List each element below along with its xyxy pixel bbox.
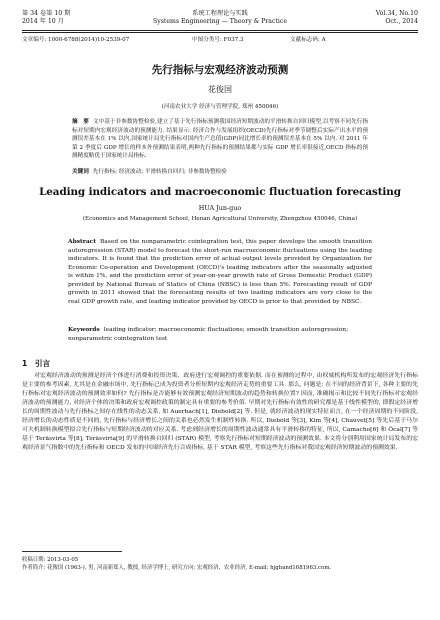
title-cn: 先行指标与宏观经济波动预测 [151,64,289,76]
section-heading: 1 引言 [22,359,51,368]
received-date: 收稿日期: 2013-03-05 [22,557,79,563]
article-meta [22,36,418,46]
running-header [22,10,418,32]
keywords-cn-label: 关键词 [72,169,89,175]
journal-name-cn: 系统工程理论与实践 [192,10,248,17]
footnote-separator [22,551,122,552]
header-right [376,10,418,26]
abstract-en [68,238,372,306]
author-cn: 花俊国 [208,85,232,94]
date-cn: 2014 年 10 月 [22,18,64,25]
volume-cn: 第 34 卷第 10 期 [22,10,71,17]
clc-number: 中图分类号: F037.3 [192,37,244,43]
keywords-en [68,326,372,343]
volume-en: Vol.34, No.10 [375,10,418,17]
abstract-cn-text: 文中基于非参数协整检验,建立了基于先行指标预测我国经济短期波动的平滑转换自回归模型,以考察不同先行指标对短期内宏观经济波动的预测能力. 结果显示: 经济合作与发展组织(OECD)先行指标对季节调整后实际产出水平的预测误差基本在 1% 以内,国家统计局先行指标对国内生产总值(GDP)同比增长率的预测误差基本在 5% 以内. 对 2011 年第 2 季度后 GDP 增长的样本外预测结果表明,两种先行指标的预测结果都与实际 GDP 增长率很接近,OECD 指标的预测精度略优于国家统计局指标. [72,119,368,160]
keywords-cn-text: 先行指标; 经济波动; 平滑转换自回归; 非参数协整检验 [92,169,227,175]
affiliation-en: (Economics and Management School, Henan Agricultural University, Zhengzhou 450046, China) [82,216,358,222]
header-rule [22,30,418,31]
author-en: HUA Jun-guo [198,204,242,212]
journal-name-en: Systems Engineering — Theory & Practice [152,18,288,25]
article-number: 文章编号: 1000-6788(2014)10-2539-07 [22,37,130,43]
header-rule-thin [22,32,418,33]
footnotes [22,556,418,572]
date-en: Oct., 2014 [385,18,418,25]
abstract-en-text: Based on the nonparametric cointegration test, this paper develops the smooth transition autoregression (STAR) model to forecast the short-run macroeconomic fluctuations using the leading indicators. It is found that the prediction error of actual output levels provided by Organization for Economic Co-operation and Development (OECD)'s leading indicators after the seasonally adjusted is within 1%, and the prediction error of year-on-year growth rate of Gross Domestic Product (GDP) provided by National Bureau of Statics of China (NBSC) is less than 5%. Forecasting result of GDP growth in 2011 showed that the forecasting results of two leading indicators are very close to the real GDP growth rate, and leading indicator provided by OECD is prior to that provided by NBSC. [68,239,372,305]
document-code: 文献标志码: A [290,37,326,43]
abstract-cn [72,118,368,161]
abstract-cn-label: 摘 要 [72,119,89,125]
author-bio: 作者简介: 花俊国 (1963-), 男, 河南新郑人, 教授, 经济学博士, 研究方向: 宏观经济、农业经济, E-mail: hjghand1681963.com. [22,565,332,571]
title-en: Leading indicators and macroeconomic fluctuation forecasting [39,186,401,198]
keywords-en-label: Keywords [68,326,100,333]
abstract-en-label: Abstract [68,238,96,245]
header-center [22,10,418,26]
keywords-en-text: leading indicator; macroeconomic fluctuations; smooth transition autoregression; nonparametric cointegration test [68,327,349,342]
section-body: 对宏观经济波动的预测是经济个体进行消费和投资决策、政府进行宏观调控的重要依据. 而在预测的过程中, 由权威机构所发布的宏观经济先行指标是主要的参考因素, 尤其是在金融市场中, 先行指标已成为投资者分析短期内宏观经济走势的重要工具. 那么, 问题是: 在不同的经济背景下, 各种主要的先行指标对宏观经济波动的预测效率如何? 先行指标是否能够有效预测宏观经济短期波动的趋势和转换位置? 因而, 准确揭示和比较不同先行指标对宏观经济波动的预测能力, 对经济个体的决策和政府宏观调控政策的制定具有重要的参考价值. 早期对先行指标有效性的研究都是基于线性模型的, 即假定经济增长的周期性波动与先行指标之间存在线性的动态关系, 如 Auerbach[1], Diebold[2] 等. 但是, 就经济波动的现实特征而言, 在一个经济周期的不同阶段, 经济增长的动态性质是不同的, 先行指标与经济增长之间的关系也必然发生机制性转换. 所以, Diebold 等[3], Kim 等[4], Chauvet[5] 等先后基于马尔可夫机制转换模型拟合先行指标与短期经济波动的对应关系. 考虑到经济增长的周期性波动通常具有平滑转移的特征, 所以, Camacho[6] 和 Öcal[7] 等基于 Teräsvirta 等[8], Teräsvirta[9] 的平滑转换自回归 (STAR) 模型, 考察先行指标对短期经济波动的预测效果. 本文将分别利用国家统计局发布的宏观经济景气指数中的先行指标和 OECD 发布的中国经济先行合成指标, 基于 STAR 模型, 考察这些先行指标对我国宏观经济短期波动的预测效果. [22,373,418,451]
keywords-cn [72,168,368,176]
affiliation-cn: (河南农业大学 经济与管理学院, 郑州 450046) [161,104,279,110]
